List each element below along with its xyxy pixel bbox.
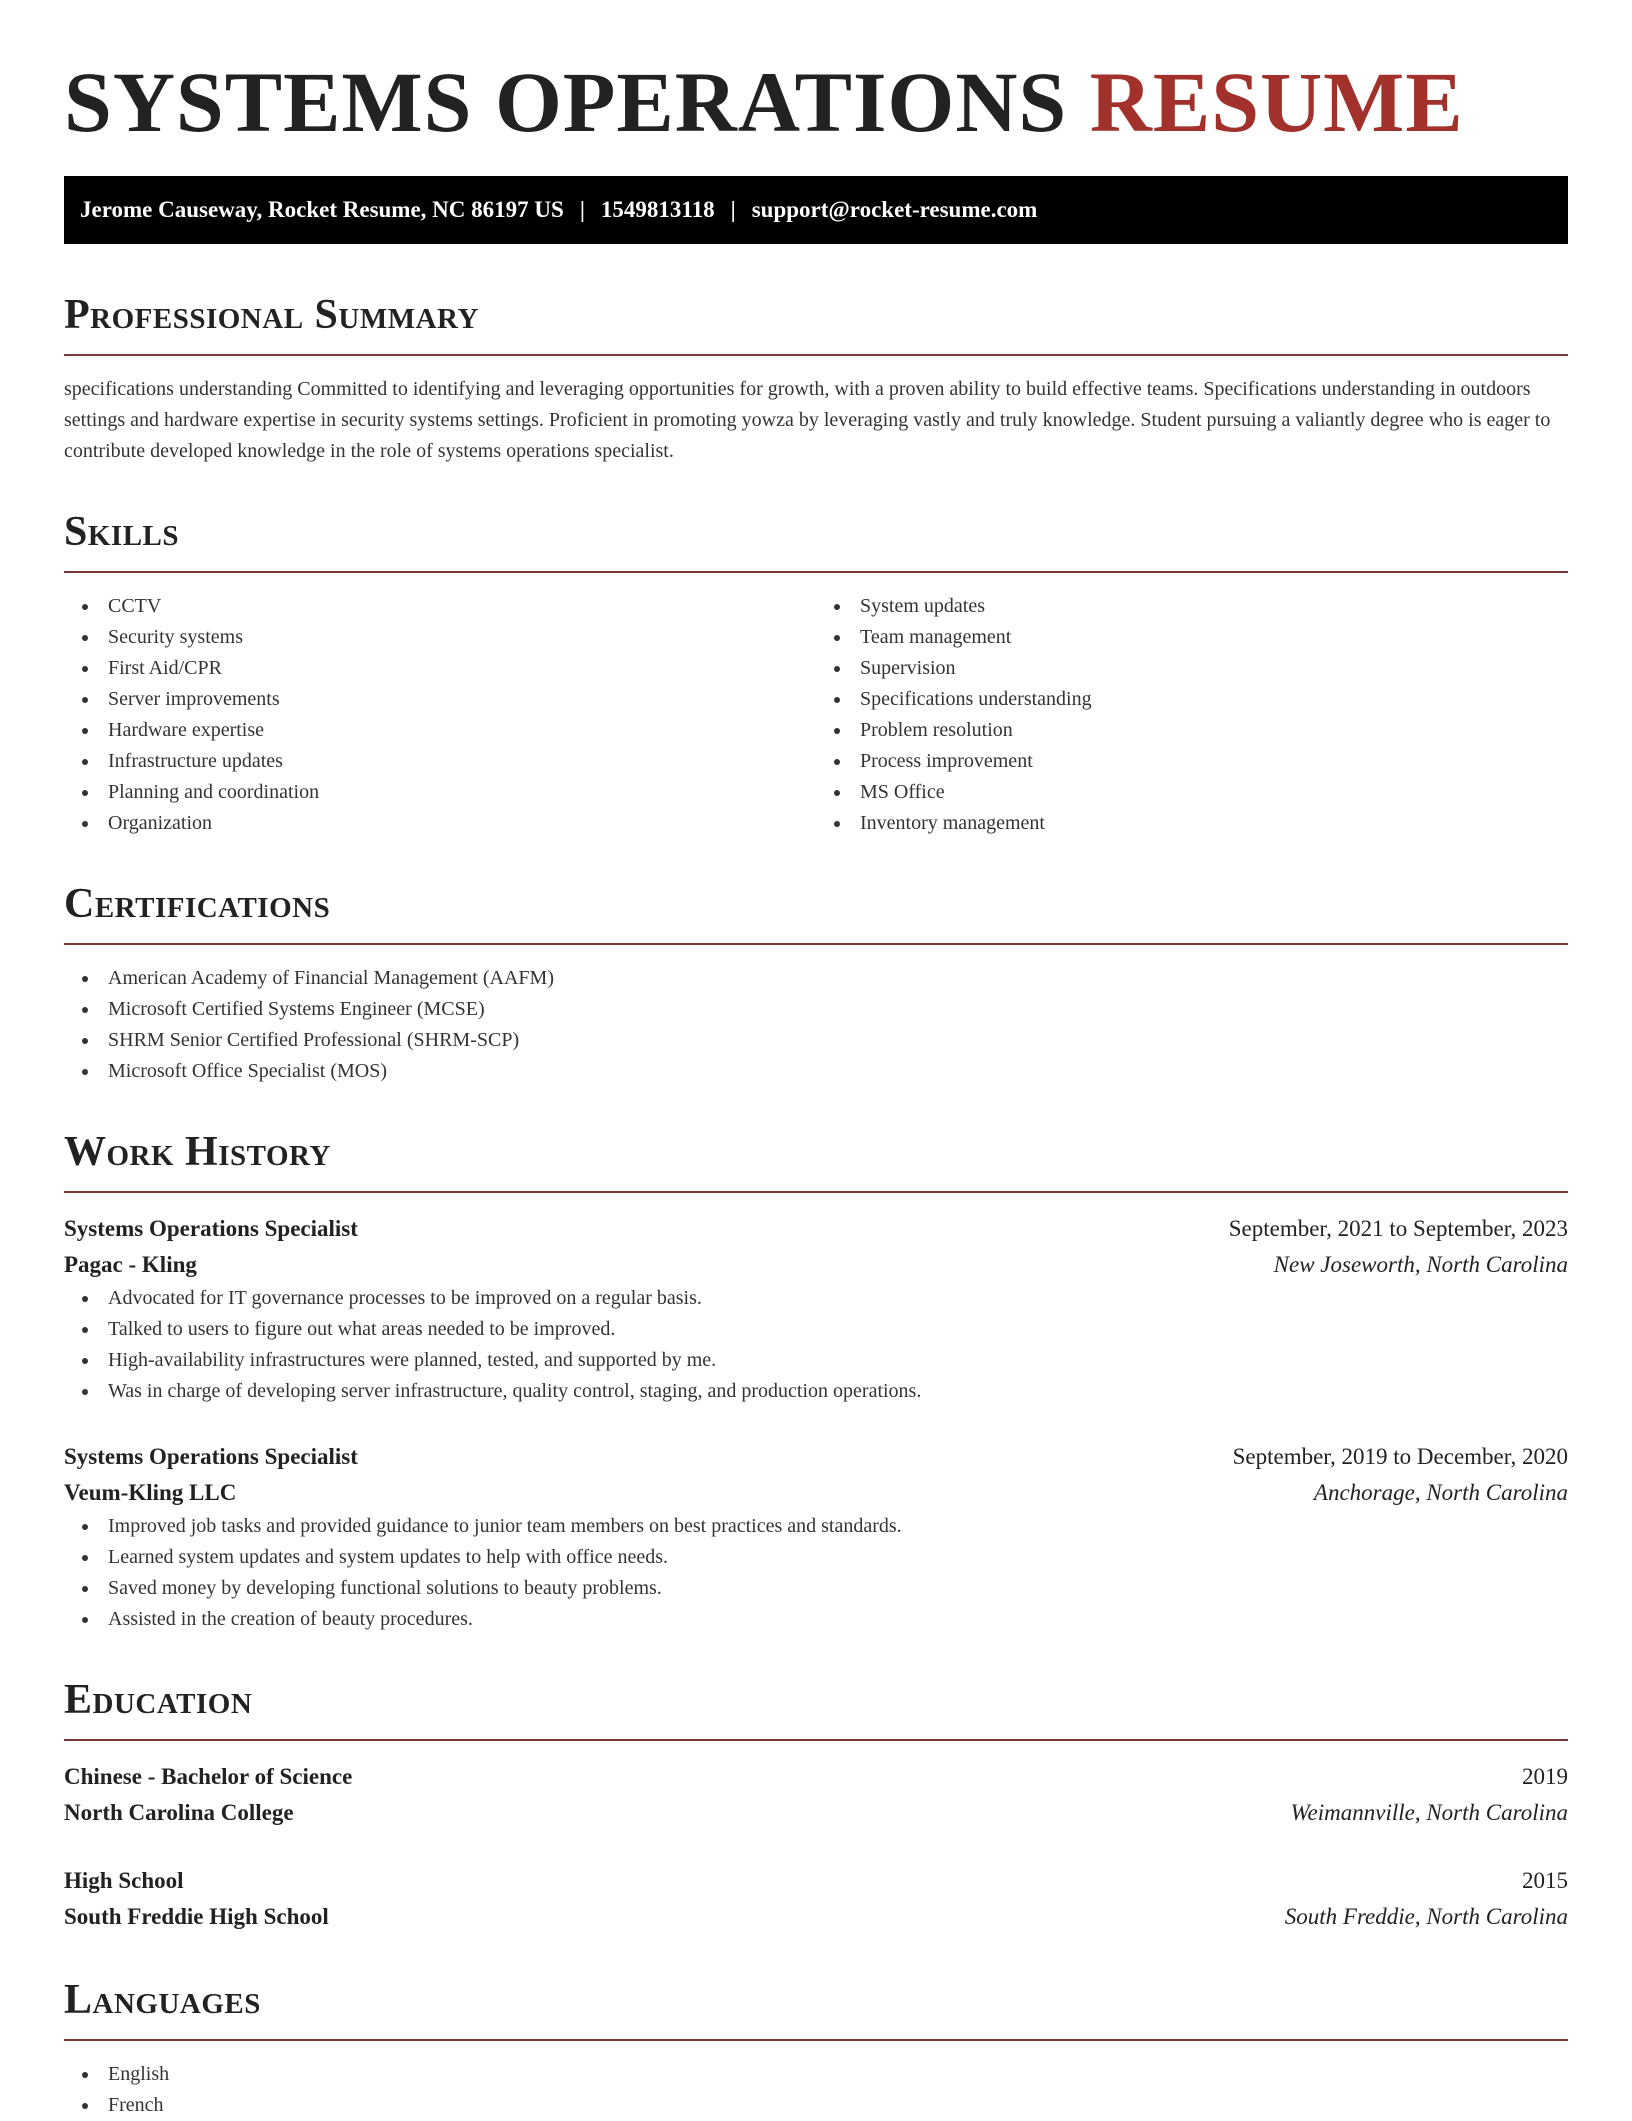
skills-list-right <box>816 591 1568 839</box>
skill-item: Infrastructure updates <box>64 746 816 777</box>
job-title: Systems Operations Specialist <box>64 1216 358 1241</box>
language-item: English <box>64 2059 1568 2090</box>
contact-separator: | <box>579 197 585 222</box>
section-divider <box>64 2039 1568 2041</box>
job-location: Anchorage, North Carolina <box>1313 1480 1568 1505</box>
job-duties-list <box>64 1511 1568 1635</box>
skills-section <box>64 507 1568 839</box>
summary-text: specifications understanding Committed to identifying and leveraging opportunities for growth, with a proven ability to build effective teams. Specifications understanding in outdoors settings and hardware expertise in security systems settings. Proficient in promoting yowza by leveraging vastly and truly knowledge. Student pursuing a valiantly degree who is eager to contribute developed knowledge in the role of systems operations specialist. <box>64 378 1551 462</box>
education-school-row <box>64 1899 1568 1935</box>
job-dates: September, 2021 to September, 2023 <box>1228 1216 1568 1241</box>
section-divider <box>64 571 1568 573</box>
skill-item: Hardware expertise <box>64 715 816 746</box>
certifications-heading: Certifications <box>64 881 331 927</box>
education-year: 2019 <box>1522 1764 1568 1789</box>
contact-address: Jerome Causeway, Rocket Resume, NC 86197 US <box>80 197 564 222</box>
education-header-row <box>64 1863 1568 1899</box>
job-duty: Advocated for IT governance processes to be improved on a regular basis. <box>64 1283 1568 1314</box>
education-entry <box>64 1759 1568 1831</box>
job-header-row <box>64 1439 1568 1475</box>
languages-heading: Languages <box>64 1977 261 2023</box>
skill-item: CCTV <box>64 591 816 622</box>
skill-item: Server improvements <box>64 684 816 715</box>
job-company: Pagac - Kling <box>64 1252 197 1277</box>
skill-item: Organization <box>64 808 816 839</box>
section-divider <box>64 943 1568 945</box>
job-company-row <box>64 1247 1568 1283</box>
skill-item: MS Office <box>816 777 1568 808</box>
education-school: South Freddie High School <box>64 1904 329 1929</box>
job-duty: Was in charge of developing server infrastructure, quality control, staging, and production operations. <box>64 1376 1568 1407</box>
skills-heading: Skills <box>64 509 180 555</box>
skill-item: Inventory management <box>816 808 1568 839</box>
job-header-row <box>64 1211 1568 1247</box>
job-company: Veum-Kling LLC <box>64 1480 237 1505</box>
section-divider <box>64 1739 1568 1741</box>
languages-section <box>64 1975 1568 2121</box>
summary-section <box>64 290 1568 467</box>
job-duty: Improved job tasks and provided guidance to junior team members on best practices and standards. <box>64 1511 1568 1542</box>
education-degree: Chinese - Bachelor of Science <box>64 1764 353 1789</box>
job-duties-list <box>64 1283 1568 1407</box>
education-school: North Carolina College <box>64 1800 294 1825</box>
certification-item: Microsoft Office Specialist (MOS) <box>64 1056 1568 1087</box>
job-company-row <box>64 1475 1568 1511</box>
contact-separator: | <box>730 197 736 222</box>
skill-item: System updates <box>816 591 1568 622</box>
job-entry <box>64 1211 1568 1407</box>
job-duty: Saved money by developing functional solutions to beauty problems. <box>64 1573 1568 1604</box>
skill-item: Team management <box>816 622 1568 653</box>
job-duty: Learned system updates and system updates to help with office needs. <box>64 1542 1568 1573</box>
certification-item: Microsoft Certified Systems Engineer (MCSE) <box>64 994 1568 1025</box>
education-header-row <box>64 1759 1568 1795</box>
skill-item: Planning and coordination <box>64 777 816 808</box>
job-entry <box>64 1439 1568 1635</box>
education-year: 2015 <box>1522 1868 1568 1893</box>
certification-item: SHRM Senior Certified Professional (SHRM-SCP) <box>64 1025 1568 1056</box>
summary-heading: Professional Summary <box>64 292 479 338</box>
title-accent: RESUME <box>1089 54 1464 150</box>
language-item: French <box>64 2090 1568 2121</box>
work-heading: Work History <box>64 1129 331 1175</box>
contact-email: support@rocket-resume.com <box>751 197 1038 222</box>
education-location: Weimannville, North Carolina <box>1290 1800 1568 1825</box>
skills-columns <box>64 591 1568 839</box>
education-location: South Freddie, North Carolina <box>1284 1904 1568 1929</box>
education-heading: Education <box>64 1677 253 1723</box>
section-divider <box>64 354 1568 356</box>
title-main: SYSTEMS OPERATIONS <box>64 54 1068 150</box>
job-dates: September, 2019 to December, 2020 <box>1232 1444 1568 1469</box>
education-school-row <box>64 1795 1568 1831</box>
education-entry <box>64 1863 1568 1935</box>
section-divider <box>64 1191 1568 1193</box>
work-section <box>64 1127 1568 1635</box>
skills-list-left <box>64 591 816 839</box>
job-location: New Joseworth, North Carolina <box>1273 1252 1568 1277</box>
contact-phone: 1549813118 <box>600 197 715 222</box>
education-degree: High School <box>64 1868 184 1893</box>
education-section <box>64 1675 1568 1935</box>
contact-bar <box>64 176 1568 244</box>
resume-title <box>64 52 1568 152</box>
skill-item: Specifications understanding <box>816 684 1568 715</box>
certifications-list <box>64 963 1568 1087</box>
job-duty: Talked to users to figure out what areas needed to be improved. <box>64 1314 1568 1345</box>
job-duty: Assisted in the creation of beauty procedures. <box>64 1604 1568 1635</box>
skill-item: Security systems <box>64 622 816 653</box>
skill-item: Problem resolution <box>816 715 1568 746</box>
certification-item: American Academy of Financial Management (AAFM) <box>64 963 1568 994</box>
job-duty: High-availability infrastructures were planned, tested, and supported by me. <box>64 1345 1568 1376</box>
skill-item: Supervision <box>816 653 1568 684</box>
skill-item: First Aid/CPR <box>64 653 816 684</box>
job-title: Systems Operations Specialist <box>64 1444 358 1469</box>
skill-item: Process improvement <box>816 746 1568 777</box>
certifications-section <box>64 879 1568 1087</box>
